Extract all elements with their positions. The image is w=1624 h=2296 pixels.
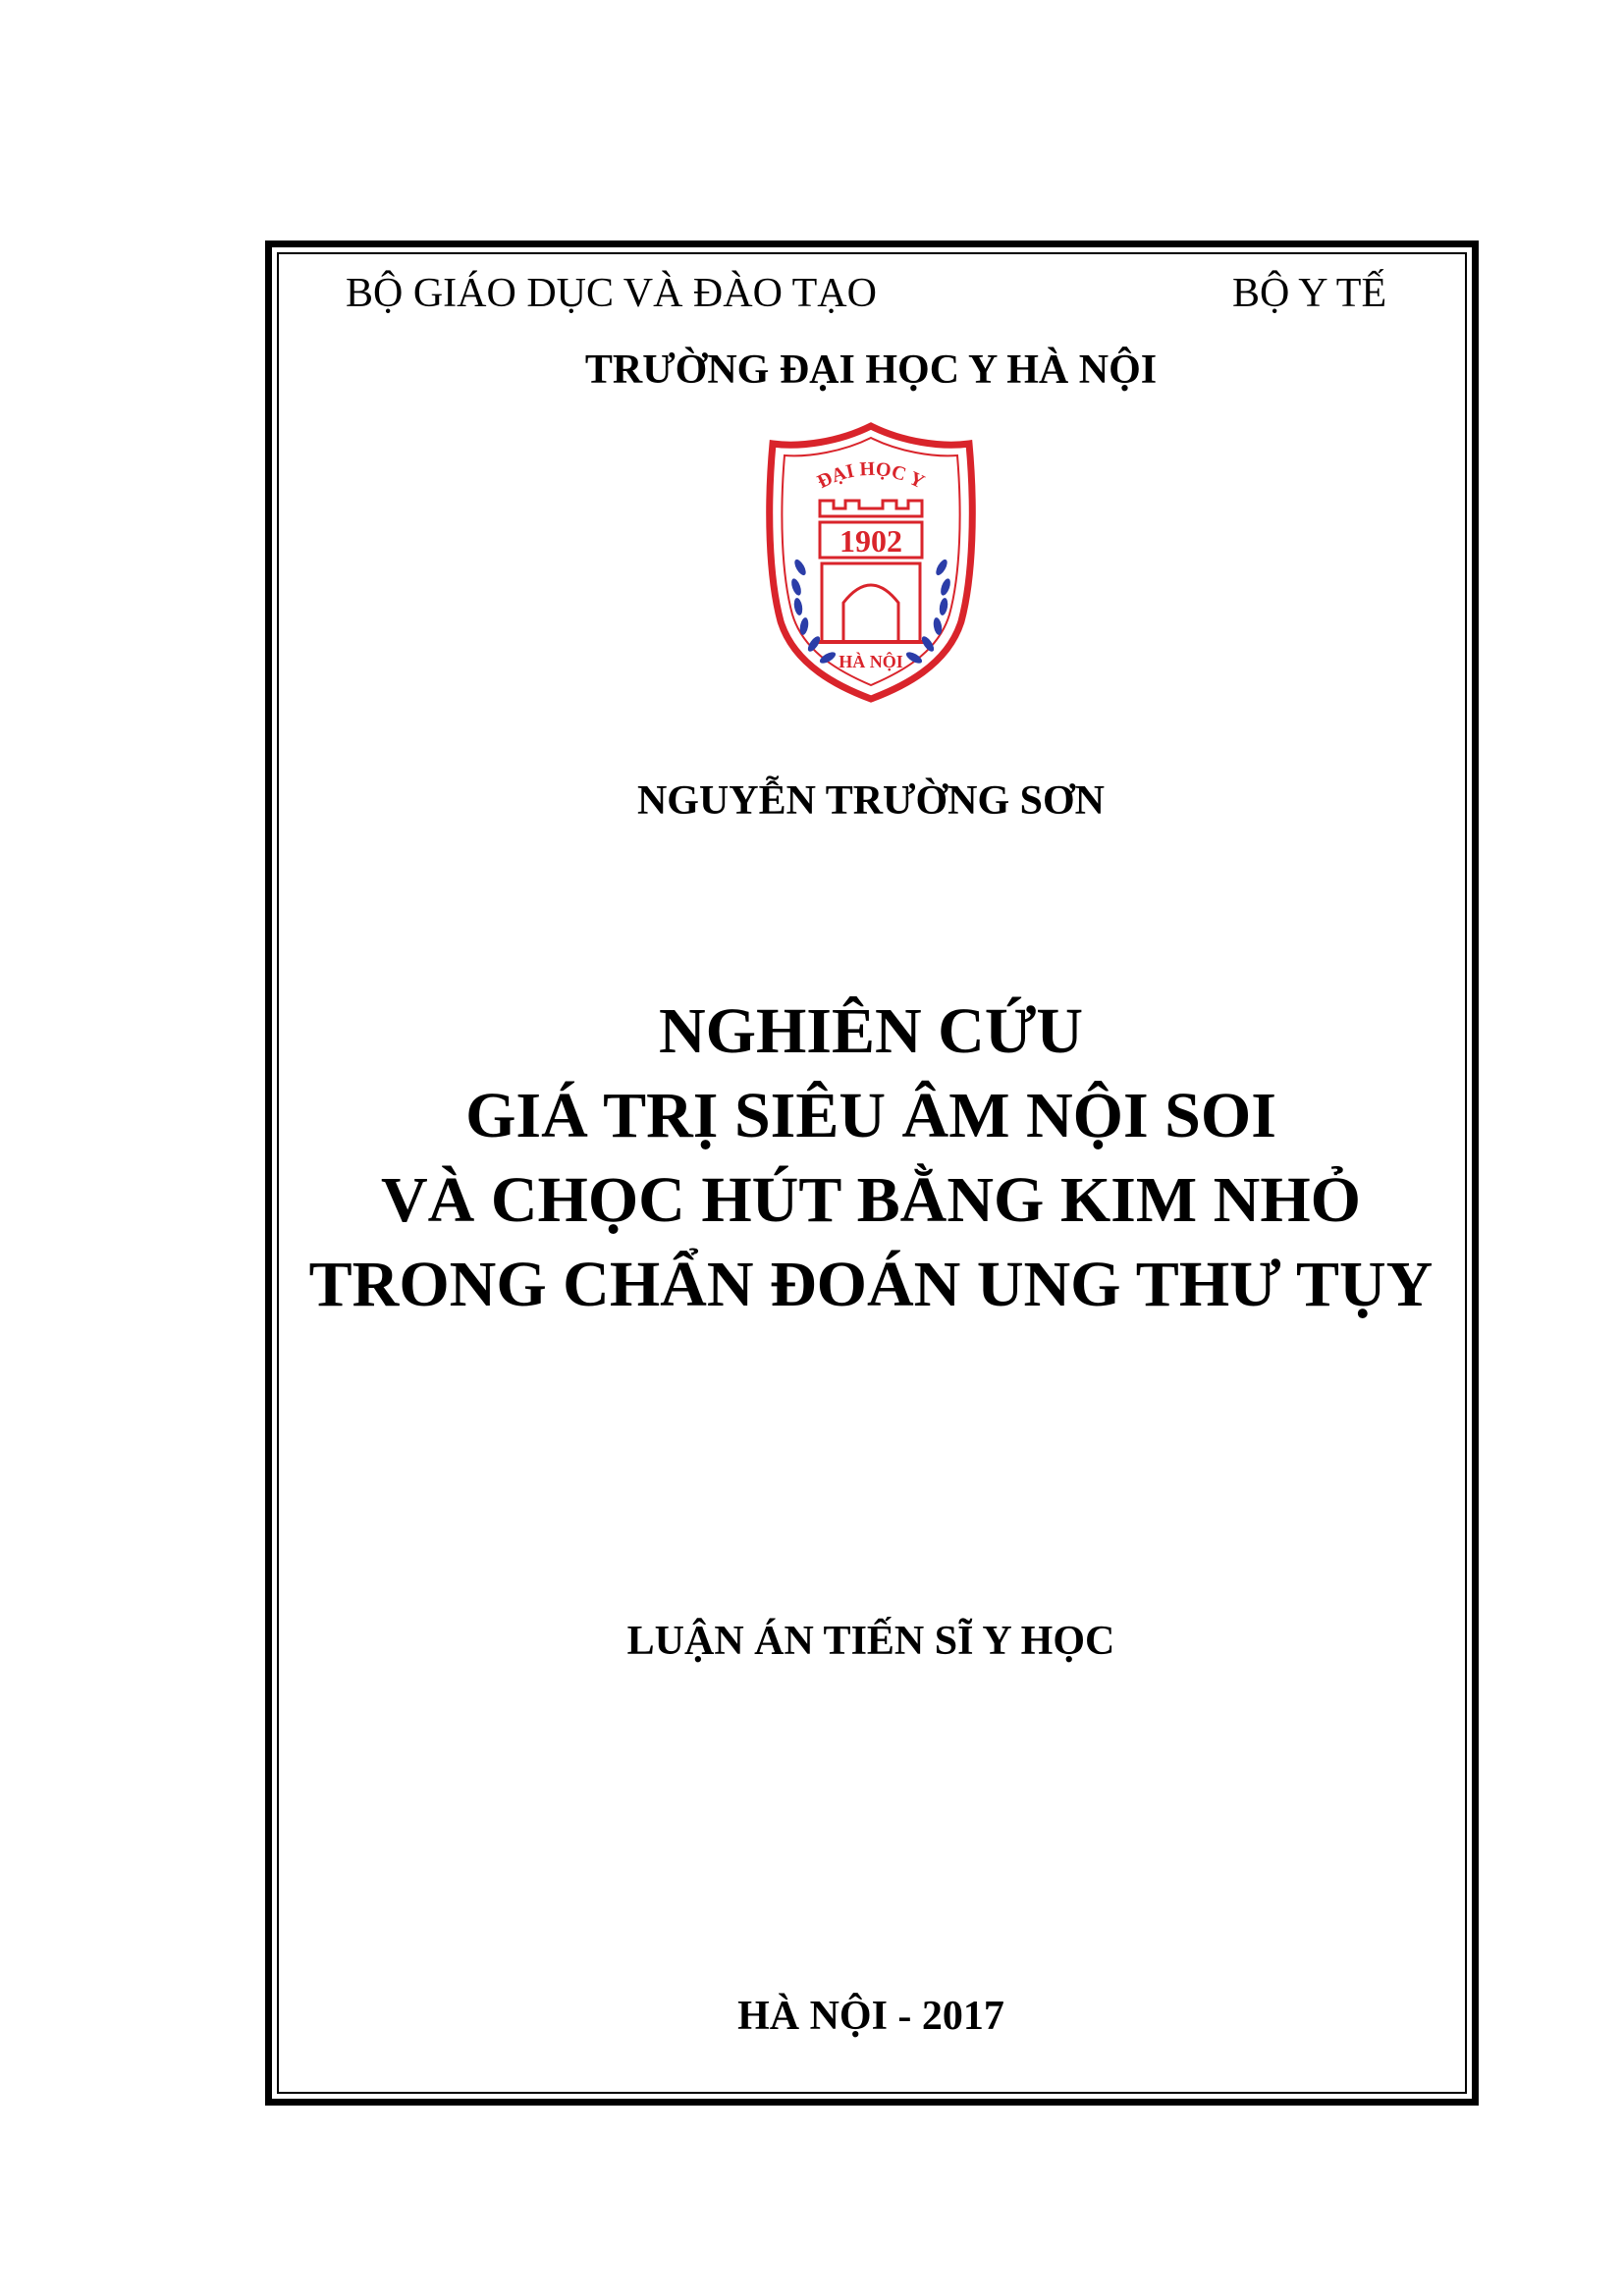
university-name: TRƯỜNG ĐẠI HỌC Y HÀ NỘI <box>584 347 1158 393</box>
ministry-education: BỘ GIÁO DỤC VÀ ĐÀO TẠO <box>346 271 877 316</box>
logo-top-text: ĐẠI HỌC Y <box>814 457 928 494</box>
ministry-health: BỘ Y TẾ <box>1232 271 1387 316</box>
thesis-title <box>0 989 1624 1327</box>
logo-bottom-text: HÀ NỘI <box>839 652 903 671</box>
university-logo-icon <box>761 420 981 703</box>
place-year: HÀ NỘI - 2017 <box>737 1994 1004 2039</box>
title-line-3: VÀ CHỌC HÚT BẰNG KIM NHỎ <box>381 1164 1361 1236</box>
logo-year: 1902 <box>839 523 902 559</box>
title-line-1: NGHIÊN CỨU <box>658 995 1084 1067</box>
title-line-4: TRONG CHẨN ĐOÁN UNG THƯ TỤY <box>308 1249 1434 1320</box>
degree-type: LUẬN ÁN TIẾN SĨ Y HỌC <box>626 1619 1115 1664</box>
title-line-2: GIÁ TRỊ SIÊU ÂM NỘI SOI <box>465 1080 1276 1151</box>
author-name: NGUYỄN TRƯỜNG SƠN <box>636 778 1106 824</box>
